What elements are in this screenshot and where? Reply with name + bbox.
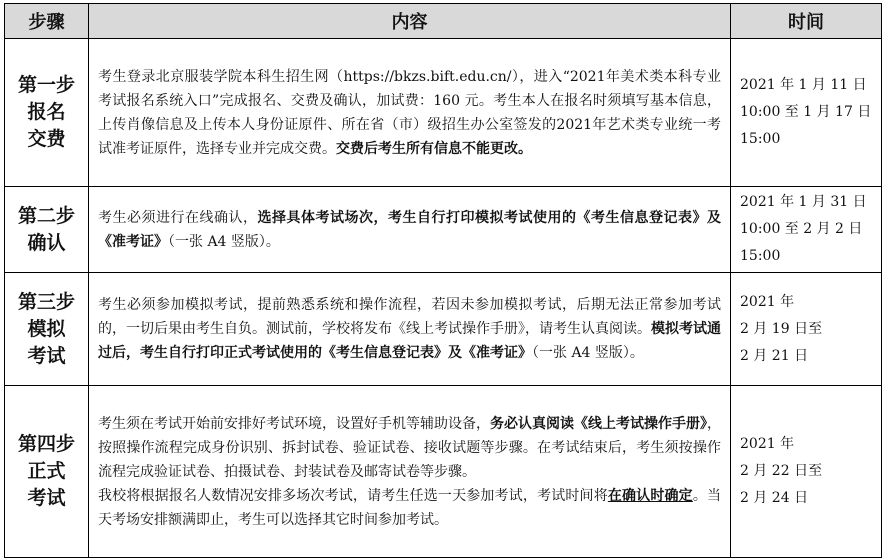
time-cell (731, 39, 882, 187)
time-text: 2021 年 1 月 31 日 10:00 至 2 月 2 日 15:00 (740, 194, 867, 264)
content-cell (89, 187, 731, 273)
step-label: 交费 (27, 128, 66, 150)
content-text: （一张 A4 竖版）。 (168, 233, 280, 250)
time-text: 2 月 19 日至 (740, 320, 823, 337)
time-text: 2 月 22 日至 (740, 463, 823, 479)
step-label: 第二步 (17, 204, 75, 227)
header-time: 时间 (731, 4, 882, 39)
content-text: 。当天考场安排额满即止，考生可以选择其它时间参加考试。 (98, 487, 722, 528)
step-label: 正式 (27, 460, 66, 482)
content-text: 我校将根据报名人数情况安排多场次考试，请考生任选一天参加考试，考试时间将 (98, 487, 608, 504)
step-cell (5, 386, 89, 558)
content-text: 考生必须参加模拟考试，提前熟悉系统和操作流程，若因未参加模拟考试，后期无法正常参加考试的，一切后果由考生自负。测试前，学校将发布《线上考试操作手册》，请考生认真阅读。 (98, 297, 721, 337)
time-cell (731, 187, 882, 273)
table-row-step-1 (5, 39, 882, 187)
content-emphasis: 模拟考试通过后，考生自行打印正式考试使用的《考生信息登记表》及《准考证》 (98, 321, 721, 361)
content-text: 考生必须进行在线确认， (98, 209, 258, 226)
step-label: 第三步 (17, 290, 75, 313)
content-text: 考生须在考试开始前安排好考试环境，设置好手机等辅助设备， (98, 415, 490, 432)
table-row-step-3 (5, 273, 882, 386)
step-cell (5, 273, 89, 386)
step-label: 第一步 (17, 74, 75, 96)
time-text: 2021 年 (740, 436, 795, 452)
content-cell (89, 386, 731, 558)
content-emphasis-underlined: 在确认时确定 (607, 487, 693, 504)
time-cell (731, 386, 882, 558)
step-label: 考试 (27, 487, 66, 509)
step-label: 模拟 (27, 317, 66, 340)
content-text: 考生登录北京服装学院本科生招生网（https://bkzs.bift.edu.cn/），进入“2021年美术类本科专业考试报名系统入口”完成报名、交费及确认，加试费：160 元。考生本人在报名时须填写基本信息，上传肖像信息及上传本人身份证原件、所在省（市）级招生办公室签发的2021年艺术类专业统一考试准考证原件，选择专业并完成交费。 (98, 68, 721, 157)
header-step: 步骤 (5, 4, 89, 39)
time-text: 2021 年 1 月 11 日 10:00 至 1 月 17 日 15:00 (740, 77, 872, 147)
content-emphasis: 选择具体考试场次，考生自行打印模拟考试使用的《考生信息登记表》及《准考证》 (98, 209, 721, 250)
step-label: 报名 (27, 101, 66, 123)
time-cell (731, 273, 882, 386)
table-row-step-4 (5, 386, 882, 558)
content-text: （一张 A4 竖版）。 (532, 345, 644, 361)
content-emphasis: 交费后考生所有信息不能更改。 (336, 140, 532, 157)
header-content: 内容 (89, 4, 731, 39)
admission-steps-table (4, 3, 882, 558)
time-text: 2 月 24 日 (740, 490, 809, 506)
content-cell (89, 39, 731, 187)
content-emphasis: 务必认真阅读《线上考试操作手册》 (490, 415, 707, 432)
step-label: 考试 (27, 344, 66, 367)
content-cell (89, 273, 731, 386)
step-label: 确认 (27, 231, 66, 254)
step-cell (5, 39, 89, 187)
table-row-step-2 (5, 187, 882, 273)
content-text: ，按照操作流程完成身份识别、拆封试卷、验证试卷、接收试题等步骤。在考试结束后，考生须按操作流程完成验证试卷、拍摄试卷、封装试卷及邮寄试卷等步骤。 (98, 415, 721, 480)
time-text: 2021 年 (740, 293, 795, 310)
step-cell (5, 187, 89, 273)
time-text: 2 月 21 日 (740, 347, 809, 364)
table-header-row (5, 4, 882, 39)
step-label: 第四步 (17, 433, 75, 455)
